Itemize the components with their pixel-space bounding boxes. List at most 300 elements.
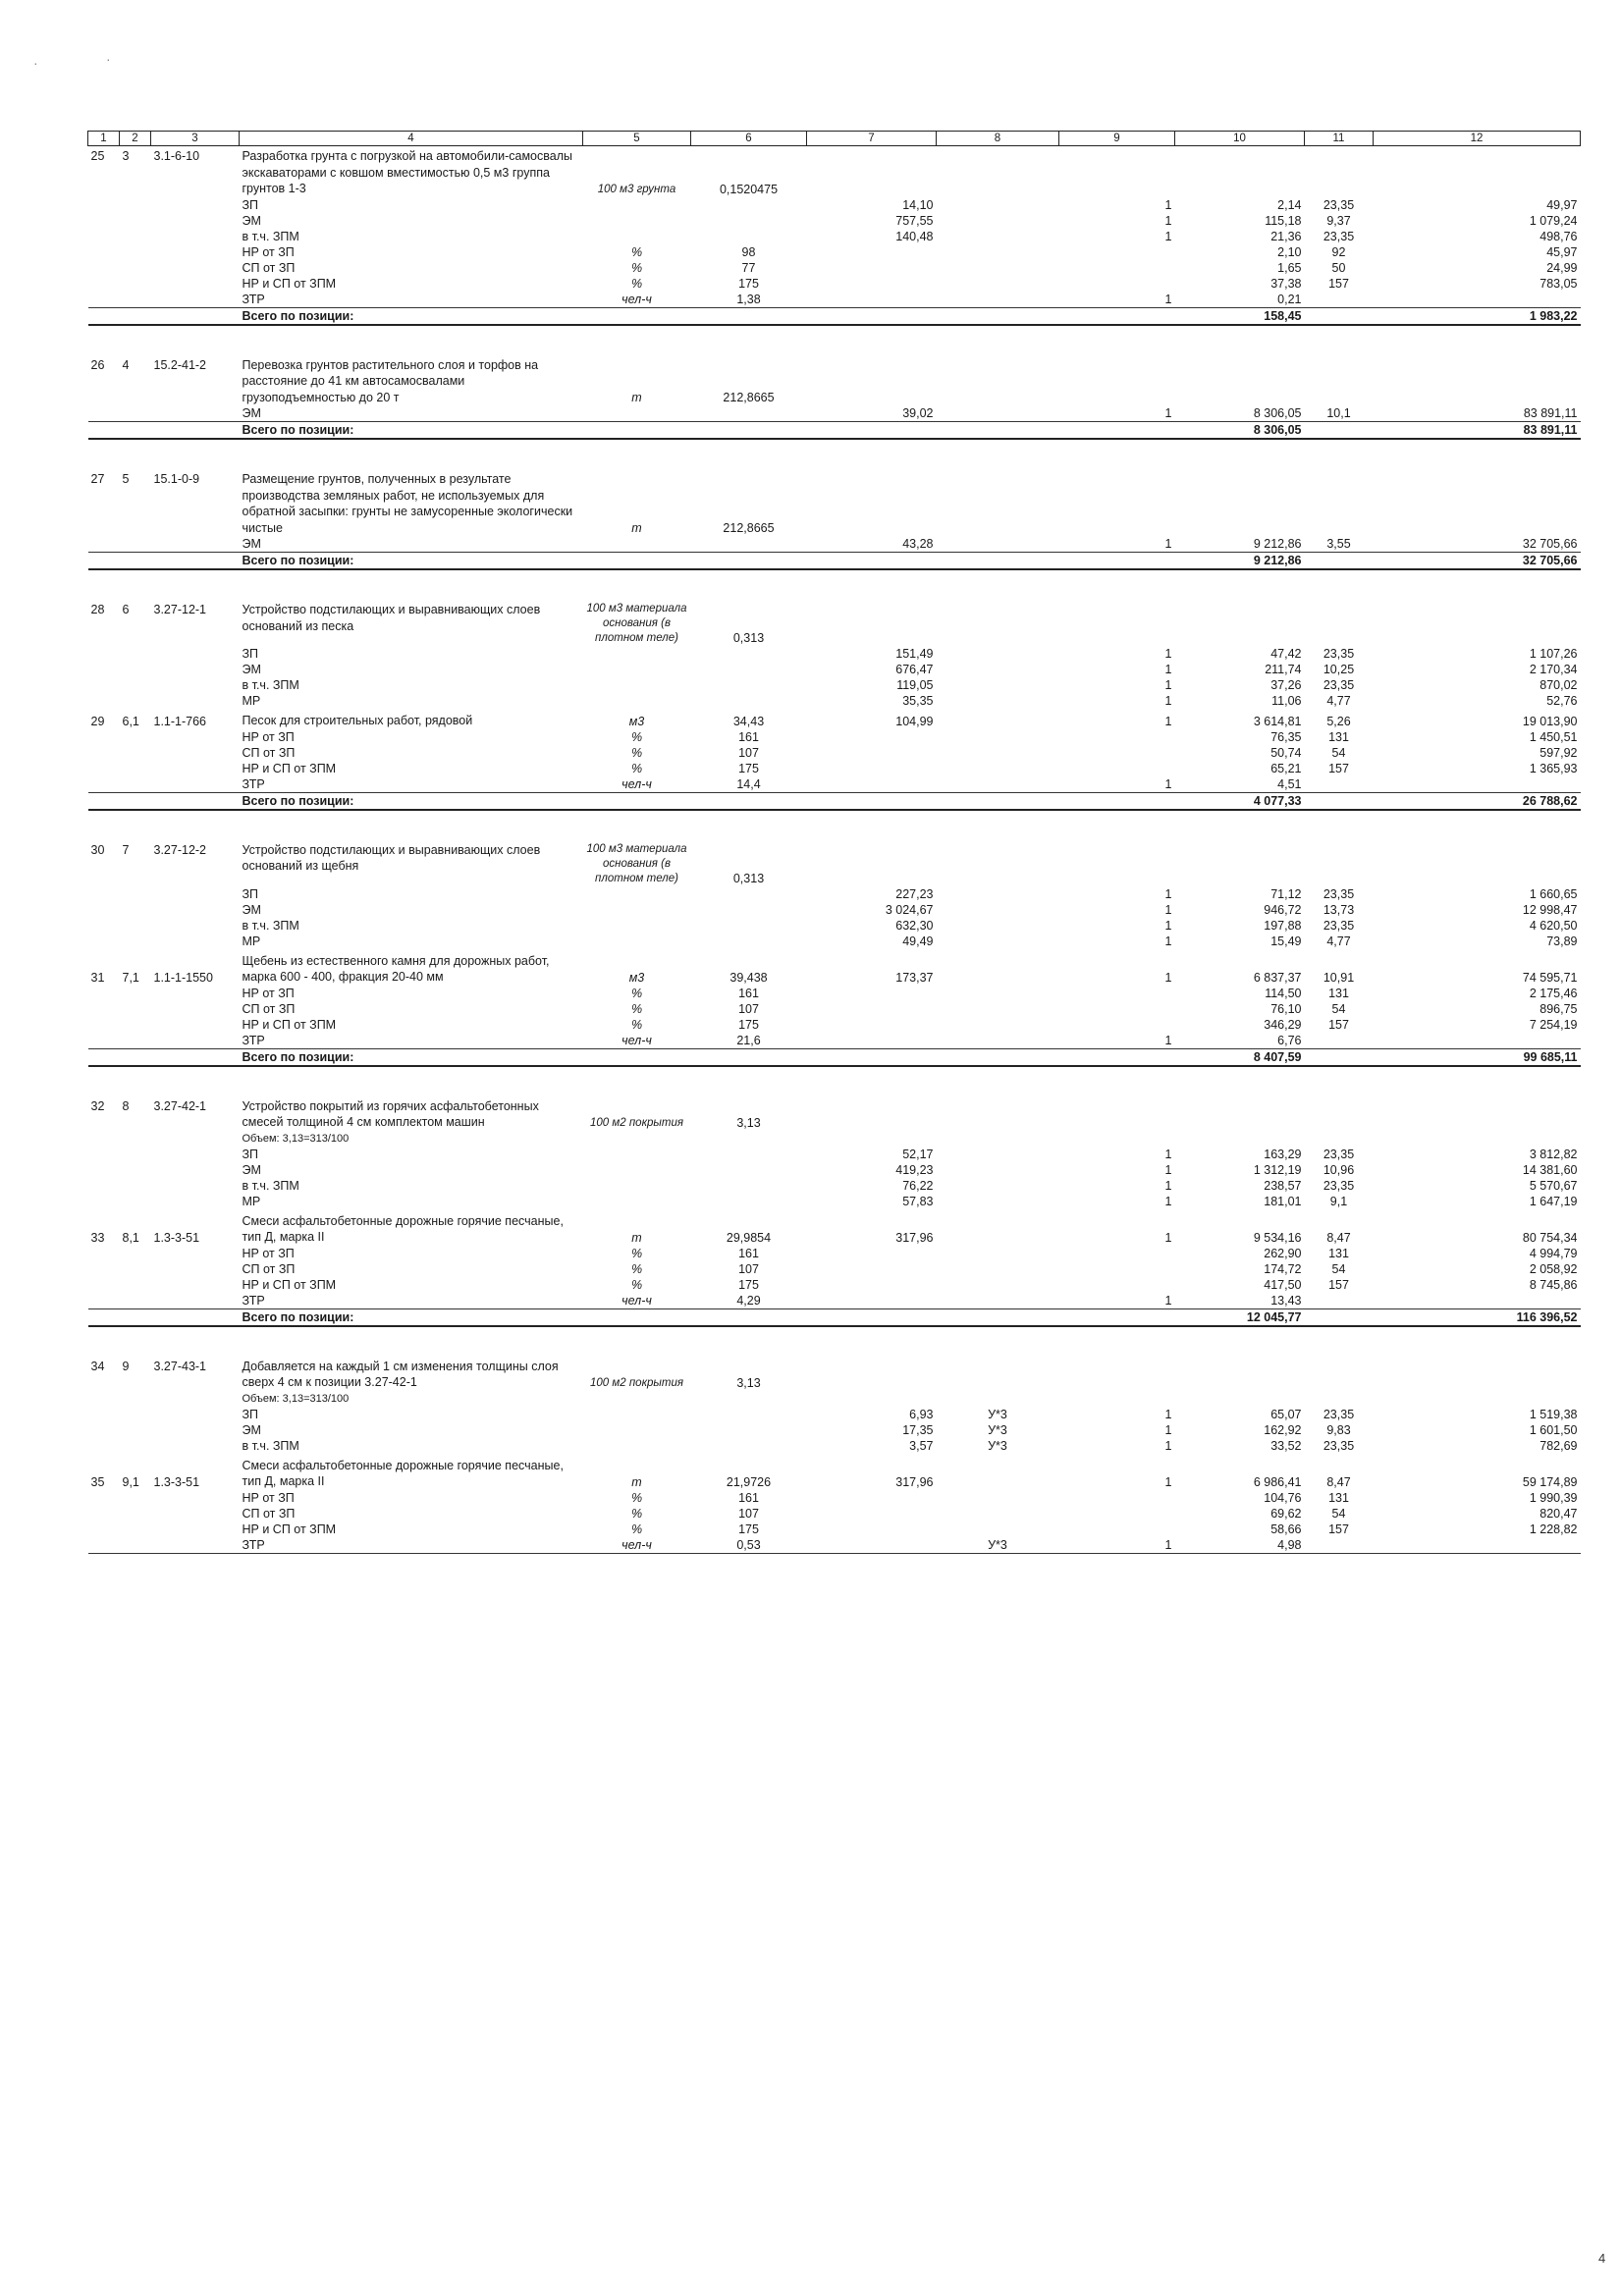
line-name: ЗП [242, 1147, 259, 1161]
coefficient: 1 [1164, 663, 1172, 676]
base-cost: 1 312,19 [1253, 1162, 1302, 1177]
overhead-line [88, 1246, 1581, 1261]
position-row [88, 709, 1581, 729]
coefficient: 1 [1164, 1147, 1172, 1161]
quantity: 3,13 [736, 1115, 761, 1130]
base-price: 757,55 [895, 213, 934, 228]
line-name: ЭМ [242, 213, 261, 228]
cost-line [88, 1147, 1581, 1162]
base-cost: 6 837,37 [1253, 970, 1302, 985]
current-cost: 4 994,79 [1529, 1246, 1578, 1260]
base-price: 35,35 [902, 694, 934, 708]
base-cost: 346,29 [1264, 1017, 1302, 1032]
percent: 175 [738, 761, 759, 775]
item-number: 3 [122, 149, 130, 163]
line-name: МР [242, 694, 261, 708]
current-cost: 52,76 [1546, 694, 1578, 708]
unit: т [631, 521, 642, 535]
line-name: ЭМ [242, 537, 261, 551]
coefficient: 1 [1164, 213, 1172, 228]
base-cost: 181,01 [1264, 1194, 1302, 1208]
position-total [88, 422, 1581, 440]
coefficient: 1 [1164, 1537, 1172, 1552]
labor-hours: 0,53 [736, 1537, 761, 1552]
norm-code: 1.1-1-1550 [153, 970, 213, 985]
base-cost: 3 614,81 [1253, 714, 1302, 728]
line-name: ЭМ [242, 1422, 261, 1437]
percent: 77 [741, 260, 756, 275]
total-base: 12 045,77 [1175, 1308, 1305, 1326]
unit: т [631, 1230, 642, 1245]
overhead-line [88, 244, 1581, 260]
item-number: 8,1 [122, 1230, 139, 1245]
cost-line [88, 693, 1581, 709]
norm-code: 15.1-0-9 [153, 472, 200, 486]
current-cost: 1 601,50 [1529, 1422, 1578, 1437]
row-number: 34 [90, 1359, 105, 1373]
overhead-line [88, 1490, 1581, 1506]
index: 54 [1331, 1506, 1346, 1521]
total-label: Всего по позиции: [240, 1048, 583, 1066]
index: 157 [1328, 276, 1349, 291]
overhead-line [88, 1506, 1581, 1522]
cost-line [88, 197, 1581, 213]
position-total [88, 1308, 1581, 1326]
total-label: Всего по позиции: [240, 792, 583, 810]
modifier: У*3 [988, 1438, 1007, 1453]
cost-line [88, 1438, 1581, 1454]
base-cost: 114,50 [1265, 986, 1302, 1000]
quantity: 39,438 [729, 970, 768, 985]
cost-line [88, 405, 1581, 422]
cost-line [88, 229, 1581, 244]
base-price: 39,02 [902, 406, 934, 420]
coefficient: 1 [1164, 1438, 1172, 1453]
labor-hours: 4,29 [736, 1293, 761, 1308]
base-cost: 13,43 [1270, 1293, 1302, 1308]
current-cost: 1 450,51 [1529, 729, 1578, 744]
row-number: 30 [90, 842, 105, 857]
work-description: Смеси асфальтобетонные дорожные горячие песчаные, тип Д, марка II [242, 1458, 564, 1488]
base-cost: 238,57 [1264, 1178, 1302, 1193]
current-cost: 896,75 [1539, 1001, 1578, 1016]
base-price: 151,49 [895, 647, 934, 661]
line-name: ЗП [242, 647, 259, 661]
item-number: 7 [122, 842, 130, 857]
line-name: ЗТР [242, 1537, 265, 1552]
work-description: Устройство покрытий из горячих асфальтобетонных смесей толщиной 4 см комплектом машин [242, 1098, 539, 1129]
unit: 100 м3 материала основания (в плотном теле) [586, 842, 687, 884]
index: 5,26 [1326, 714, 1351, 728]
index: 10,91 [1323, 970, 1355, 985]
base-cost: 2,14 [1277, 197, 1302, 212]
base-cost: 104,76 [1264, 1490, 1302, 1505]
index: 4,77 [1326, 934, 1351, 948]
base-cost: 6,76 [1277, 1033, 1302, 1047]
coefficient: 1 [1164, 934, 1172, 948]
coefficient: 1 [1164, 694, 1172, 708]
total-current: 116 396,52 [1374, 1308, 1581, 1326]
norm-code: 3.1-6-10 [153, 149, 200, 163]
position-row [88, 355, 1581, 406]
overhead-line [88, 1522, 1581, 1537]
unit: % [630, 761, 643, 775]
volume-note-row [88, 1131, 1581, 1147]
base-cost: 76,35 [1270, 729, 1302, 744]
base-price: 3 024,67 [885, 902, 934, 917]
line-name: НР и СП от ЗПМ [242, 761, 337, 775]
line-name: НР от ЗП [242, 1246, 295, 1260]
current-cost: 49,97 [1546, 197, 1578, 212]
total-current: 1 983,22 [1374, 307, 1581, 325]
base-price: 76,22 [902, 1178, 934, 1193]
unit: % [630, 260, 643, 275]
base-cost: 33,52 [1270, 1438, 1302, 1453]
line-name: ЗТР [242, 1293, 265, 1308]
line-name: НР от ЗП [242, 1490, 295, 1505]
work-description: Щебень из естественного камня для дорожных работ, марка 600 - 400, фракция 20-40 мм [242, 953, 550, 984]
line-name: в т.ч. ЗПМ [242, 918, 299, 933]
base-cost: 11,06 [1271, 694, 1302, 708]
index: 23,35 [1323, 886, 1355, 901]
base-price: 632,30 [895, 918, 934, 933]
current-cost: 4 620,50 [1529, 918, 1578, 933]
cost-line [88, 1162, 1581, 1178]
line-name: в т.ч. ЗПМ [242, 1438, 299, 1453]
base-cost: 69,62 [1270, 1506, 1302, 1521]
coefficient: 1 [1164, 1293, 1172, 1308]
base-cost: 174,72 [1264, 1261, 1302, 1276]
base-price: 317,96 [895, 1230, 934, 1245]
header-cell: 5 [583, 132, 691, 146]
total-base: 9 212,86 [1175, 553, 1305, 570]
percent: 175 [738, 276, 759, 291]
index: 10,1 [1326, 406, 1351, 420]
line-name: МР [242, 1194, 261, 1208]
header-cell: 8 [937, 132, 1059, 146]
line-name: СП от ЗП [242, 1261, 296, 1276]
line-name: НР от ЗП [242, 244, 295, 259]
base-cost: 417,50 [1264, 1277, 1302, 1292]
overhead-line [88, 761, 1581, 776]
quantity: 212,8665 [723, 521, 775, 535]
quantity: 21,9726 [726, 1474, 772, 1489]
current-cost: 12 998,47 [1522, 902, 1578, 917]
volume-note-row [88, 1391, 1581, 1407]
coefficient: 1 [1164, 1033, 1172, 1047]
base-cost: 4,98 [1277, 1537, 1302, 1552]
base-price: 14,10 [902, 197, 934, 212]
coefficient: 1 [1164, 902, 1172, 917]
base-price: 57,83 [902, 1194, 934, 1208]
base-cost: 162,92 [1264, 1422, 1302, 1437]
unit: % [630, 1261, 643, 1276]
line-name: НР от ЗП [242, 986, 295, 1000]
percent: 175 [738, 1277, 759, 1292]
coefficient: 1 [1164, 714, 1172, 728]
unit: % [630, 729, 643, 744]
base-cost: 6 986,41 [1253, 1474, 1302, 1489]
header-cell: 9 [1059, 132, 1175, 146]
base-cost: 47,42 [1270, 647, 1302, 661]
index: 23,35 [1323, 1407, 1355, 1421]
index: 131 [1328, 1246, 1349, 1260]
base-price: 119,05 [896, 678, 934, 692]
index: 157 [1328, 1522, 1349, 1536]
index: 3,55 [1326, 537, 1351, 551]
unit: 100 м3 материала основания (в плотном теле) [586, 603, 687, 644]
base-price: 17,35 [902, 1422, 934, 1437]
index: 10,96 [1323, 1162, 1355, 1177]
cost-line [88, 1194, 1581, 1209]
line-name: ЭМ [242, 1162, 261, 1177]
base-cost: 65,07 [1270, 1407, 1302, 1421]
row-number: 25 [90, 149, 105, 163]
unit: т [631, 1474, 642, 1489]
unit: % [630, 1522, 643, 1536]
index: 50 [1331, 260, 1346, 275]
header-cell: 12 [1374, 132, 1581, 146]
index: 131 [1328, 986, 1349, 1000]
labor-line [88, 292, 1581, 308]
base-cost: 211,74 [1265, 663, 1302, 676]
unit: 100 м2 покрытия [590, 1116, 683, 1129]
index: 54 [1331, 745, 1346, 760]
index: 9,37 [1326, 213, 1351, 228]
position-row [88, 469, 1581, 536]
unit: % [630, 1001, 643, 1016]
overhead-line [88, 1261, 1581, 1277]
base-price: 3,57 [909, 1438, 934, 1453]
unit: % [630, 1506, 643, 1521]
norm-code: 3.27-43-1 [153, 1359, 207, 1373]
current-cost: 597,92 [1539, 745, 1578, 760]
percent: 107 [738, 1261, 759, 1276]
labor-hours: 21,6 [736, 1033, 761, 1047]
cost-line [88, 918, 1581, 934]
line-name: НР и СП от ЗПМ [242, 1522, 337, 1536]
coefficient: 1 [1164, 1178, 1172, 1193]
total-base: 8 306,05 [1175, 422, 1305, 440]
current-cost: 7 254,19 [1529, 1017, 1578, 1032]
base-cost: 115,18 [1265, 213, 1302, 228]
percent: 107 [738, 1001, 759, 1016]
current-cost: 45,97 [1546, 244, 1578, 259]
header-cell: 6 [691, 132, 807, 146]
current-cost: 1 990,39 [1529, 1490, 1578, 1505]
percent: 161 [738, 986, 759, 1000]
unit: т [631, 391, 642, 404]
row-number: 28 [90, 603, 105, 616]
index: 23,35 [1323, 229, 1355, 243]
total-current: 32 705,66 [1374, 553, 1581, 570]
work-description: Устройство подстилающих и выравнивающих слоев оснований из песка [242, 603, 541, 633]
scan-speck: · [33, 55, 38, 71]
overhead-line [88, 1017, 1581, 1033]
work-description: Добавляется на каждый 1 см изменения толщины слоя сверх 4 см к позиции 3.27-42-1 [242, 1359, 559, 1389]
unit: % [630, 276, 643, 291]
index: 23,35 [1323, 647, 1355, 661]
coefficient: 1 [1164, 1422, 1172, 1437]
coefficient: 1 [1164, 537, 1172, 551]
base-cost: 21,36 [1270, 229, 1302, 243]
base-cost: 4,51 [1277, 776, 1302, 791]
index: 157 [1328, 1017, 1349, 1032]
norm-code: 3.27-12-2 [153, 842, 207, 857]
item-number: 6 [122, 603, 130, 616]
cost-line [88, 886, 1581, 902]
line-name: СП от ЗП [242, 260, 296, 275]
index: 23,35 [1323, 1438, 1355, 1453]
current-cost: 74 595,71 [1522, 970, 1578, 985]
index: 9,83 [1326, 1422, 1351, 1437]
overhead-line [88, 729, 1581, 745]
coefficient: 1 [1164, 918, 1172, 933]
page-number: 4 [1598, 2251, 1606, 2266]
position-row [88, 949, 1581, 986]
base-price: 6,93 [909, 1407, 934, 1421]
percent: 107 [738, 745, 759, 760]
coefficient: 1 [1164, 886, 1172, 901]
current-cost: 32 705,66 [1522, 537, 1578, 551]
index: 8,47 [1326, 1474, 1351, 1489]
current-cost: 1 107,26 [1529, 647, 1578, 661]
total-current: 26 788,62 [1374, 792, 1581, 810]
item-number: 9,1 [122, 1474, 139, 1489]
header-cell: 3 [151, 132, 240, 146]
total-base: 8 407,59 [1175, 1048, 1305, 1066]
current-cost: 2 170,34 [1529, 663, 1578, 676]
modifier: У*3 [988, 1407, 1007, 1421]
index: 131 [1328, 729, 1349, 744]
current-cost: 5 570,67 [1529, 1178, 1578, 1193]
quantity: 3,13 [736, 1375, 761, 1390]
coefficient: 1 [1164, 1194, 1172, 1208]
base-cost: 37,26 [1270, 678, 1302, 692]
percent: 98 [741, 244, 756, 259]
position-total [88, 553, 1581, 570]
coefficient: 1 [1164, 197, 1172, 212]
current-cost: 3 812,82 [1529, 1147, 1578, 1161]
volume-note: Объем: 3,13=313/100 [242, 1132, 350, 1145]
unit: % [630, 986, 643, 1000]
position-total [88, 307, 1581, 325]
work-description: Размещение грунтов, полученных в результате производства земляных работ, не используемых для обратной засыпки: грунты не замусоренные экологически чистые [242, 472, 573, 535]
coefficient: 1 [1164, 292, 1172, 306]
line-name: ЗП [242, 1407, 259, 1421]
overhead-line [88, 986, 1581, 1001]
unit: м3 [628, 714, 645, 728]
base-cost: 197,88 [1264, 918, 1302, 933]
cost-line [88, 536, 1581, 553]
coefficient: 1 [1164, 406, 1172, 420]
coefficient: 1 [1164, 776, 1172, 791]
current-cost: 1 365,93 [1529, 761, 1578, 775]
work-description: Устройство подстилающих и выравнивающих слоев оснований из щебня [242, 842, 541, 873]
position-row [88, 840, 1581, 886]
norm-code: 3.27-12-1 [153, 603, 207, 616]
item-number: 8 [122, 1098, 130, 1113]
coefficient: 1 [1164, 229, 1172, 243]
current-cost: 1 079,24 [1529, 213, 1578, 228]
percent: 107 [738, 1506, 759, 1521]
percent: 161 [738, 729, 759, 744]
total-base: 4 077,33 [1175, 792, 1305, 810]
norm-code: 15.2-41-2 [153, 357, 207, 372]
percent: 175 [738, 1522, 759, 1536]
unit: чел-ч [621, 1293, 652, 1308]
base-price: 43,28 [902, 537, 934, 551]
total-label: Всего по позиции: [240, 1308, 583, 1326]
cost-line [88, 662, 1581, 677]
line-name: НР и СП от ЗПМ [242, 1017, 337, 1032]
total-label: Всего по позиции: [240, 553, 583, 570]
item-number: 4 [122, 357, 130, 372]
quantity: 212,8665 [723, 391, 775, 404]
index: 131 [1328, 1490, 1349, 1505]
base-cost: 1,65 [1277, 260, 1302, 275]
cost-line [88, 213, 1581, 229]
header-cell: 2 [120, 132, 151, 146]
base-price: 676,47 [895, 663, 934, 676]
work-description: Песок для строительных работ, рядовой [242, 714, 473, 727]
line-name: ЭМ [242, 902, 261, 917]
total-base: 158,45 [1175, 307, 1305, 325]
unit: м3 [628, 970, 645, 985]
row-number: 27 [90, 472, 105, 486]
total-label: Всего по позиции: [240, 307, 583, 325]
coefficient: 1 [1164, 1162, 1172, 1177]
cost-line [88, 1178, 1581, 1194]
norm-code: 1.1-1-766 [153, 714, 207, 728]
current-cost: 80 754,34 [1522, 1230, 1578, 1245]
percent: 161 [738, 1246, 759, 1260]
line-name: в т.ч. ЗПМ [242, 229, 299, 243]
index: 92 [1331, 244, 1346, 259]
header-cell: 10 [1175, 132, 1305, 146]
labor-hours: 1,38 [736, 292, 761, 306]
current-cost: 8 745,86 [1529, 1277, 1578, 1292]
current-cost: 19 013,90 [1522, 714, 1578, 728]
base-price: 317,96 [895, 1474, 934, 1489]
unit: чел-ч [621, 776, 652, 791]
base-cost: 58,66 [1270, 1522, 1302, 1536]
current-cost: 2 058,92 [1529, 1261, 1578, 1276]
index: 157 [1328, 1277, 1349, 1292]
labor-line [88, 1537, 1581, 1554]
index: 10,25 [1323, 663, 1355, 676]
unit: % [630, 1017, 643, 1032]
base-cost: 37,38 [1270, 276, 1302, 291]
base-cost: 76,10 [1270, 1001, 1302, 1016]
work-description: Перевозка грунтов растительного слоя и торфов на расстояние до 41 км автосамосвалами грузоподъемностью до 20 т [242, 357, 539, 404]
current-cost: 783,05 [1539, 276, 1578, 291]
base-cost: 65,21 [1270, 761, 1302, 775]
percent: 161 [738, 1490, 759, 1505]
work-description: Смеси асфальтобетонные дорожные горячие песчаные, тип Д, марка II [242, 1213, 564, 1244]
index: 4,77 [1326, 694, 1351, 708]
row-number: 32 [90, 1098, 105, 1113]
modifier: У*3 [988, 1422, 1007, 1437]
index: 23,35 [1323, 197, 1355, 212]
base-price: 104,99 [895, 714, 934, 728]
index: 23,35 [1323, 1178, 1355, 1193]
overhead-line [88, 1001, 1581, 1017]
quantity: 0,313 [732, 631, 765, 645]
line-name: СП от ЗП [242, 1001, 296, 1016]
coefficient: 1 [1164, 678, 1172, 692]
base-cost: 15,49 [1270, 934, 1302, 948]
